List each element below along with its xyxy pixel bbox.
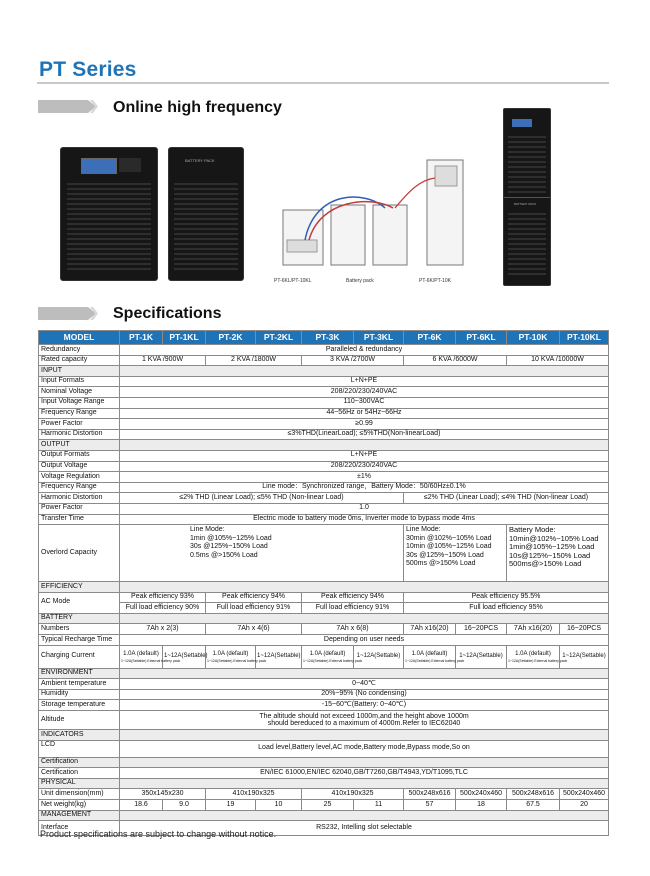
header-cell: PT-1K xyxy=(120,331,163,345)
row-value: 500x240x460 xyxy=(456,789,507,800)
altitude-line: should bereduced to a maximum of 4000m.Refer to IEC62040 xyxy=(267,720,461,728)
row-label: Rated capacity xyxy=(39,355,120,366)
table-row xyxy=(39,740,609,757)
row-value: Full load efficiency 90% xyxy=(120,603,206,614)
overload-line: 30s @125%~150% Load xyxy=(190,543,268,551)
row-value: RS232, Intelling slot selectable xyxy=(120,821,609,836)
row-value: ≤2% THD (Linear Load); ≤5% THD (Non-linear Load) xyxy=(120,493,404,504)
ups-stack-image xyxy=(503,108,551,286)
category-row xyxy=(39,440,609,451)
overload-line: 500ms@>150% Load xyxy=(509,559,582,569)
row-value: 7Ah x16(20) xyxy=(404,624,456,635)
row-value: 16~20PCS xyxy=(560,624,609,635)
row-value: Full load efficiency 91% xyxy=(206,603,302,614)
row-value: 7Ah x 4(6) xyxy=(206,624,302,635)
row-value: 6 KVA /6000W xyxy=(404,355,507,366)
category-row xyxy=(39,730,609,741)
category-title: MANAGEMENT xyxy=(39,810,120,821)
altitude-line: The altitude should not exceed 1000m,and the height above 1000m xyxy=(259,712,469,720)
row-label: Net weight(kg) xyxy=(39,800,120,811)
specs-title: Specifications xyxy=(113,305,222,322)
row-value: ±1% xyxy=(120,472,609,483)
header-cell: PT-6KL xyxy=(456,331,507,345)
overload-battery-mode xyxy=(507,525,609,582)
row-label: Redundancy xyxy=(39,345,120,356)
row-label: AC Mode xyxy=(39,592,120,613)
charging-sub: 1~12A(Settable) External battery pack xyxy=(121,658,181,663)
row-label: Voltage Regulation xyxy=(39,472,120,483)
row-label: Interface xyxy=(39,821,120,836)
header-cell: PT-10KL xyxy=(560,331,609,345)
category-title: INDICATORS xyxy=(39,730,120,741)
row-value: 18.6 xyxy=(120,800,163,811)
category-title: INPUT xyxy=(39,366,120,377)
row-value: 18 xyxy=(456,800,507,811)
row-value xyxy=(120,711,609,730)
footnote: Product specifications are subject to change without notice. xyxy=(40,829,277,839)
caption-1: PT-6KL/PT-10KL xyxy=(274,278,312,284)
category-title: OUTPUT xyxy=(39,440,120,451)
row-value: 500x240x460 xyxy=(560,789,609,800)
row-value xyxy=(206,645,267,668)
table-row xyxy=(39,624,609,635)
row-value xyxy=(507,645,568,668)
caption-2: Battery pack xyxy=(346,278,374,284)
row-label: LCD xyxy=(39,740,120,757)
row-value: 25 xyxy=(302,800,354,811)
row-value: -15~60℃(Battery: 0~40℃) xyxy=(120,700,609,711)
row-label: Unit dimension(mm) xyxy=(39,789,120,800)
overload-line: Line Mode: xyxy=(406,526,441,534)
row-value xyxy=(302,645,363,668)
pack-label: BATTERY PACK xyxy=(514,202,537,206)
row-value: 500x248x616 xyxy=(507,789,560,800)
table-row xyxy=(39,355,609,366)
row-label: Typical Recharge Time xyxy=(39,635,120,646)
title-rule xyxy=(37,82,609,84)
category-row xyxy=(39,582,609,593)
overload-line: 1min @105%~125% Load xyxy=(190,534,272,542)
row-value: 1 KVA /900W xyxy=(120,355,206,366)
row-label: Overlord Capacity xyxy=(39,525,120,582)
spec-table xyxy=(38,330,609,836)
row-value: 20 xyxy=(560,800,609,811)
row-value: 16~20PCS xyxy=(456,624,507,635)
table-row xyxy=(39,408,609,419)
table-row xyxy=(39,472,609,483)
overload-line-mode-small xyxy=(120,525,404,582)
overload-line: 30s @125%~150% Load xyxy=(406,551,484,559)
table-row xyxy=(39,711,609,730)
row-value: 9.0 xyxy=(163,800,206,811)
charging-sub: 1~12A(Settable) External battery pack xyxy=(303,658,363,663)
overload-line: 500ms @>150% Load xyxy=(406,560,476,568)
category-row xyxy=(39,757,609,768)
category-row xyxy=(39,668,609,679)
charging-default: 1.0A (default) xyxy=(515,651,551,658)
row-value: 44~56Hz or 54Hz~66Hz xyxy=(120,408,609,419)
row-label: Frequency Range xyxy=(39,482,120,493)
row-value: 10 KVA /10000W xyxy=(507,355,609,366)
charging-sub: 1~12A(Settable) External battery pack xyxy=(405,658,465,663)
row-value: 500x248x616 xyxy=(404,789,456,800)
header-cell: PT-1KL xyxy=(163,331,206,345)
table-row xyxy=(39,387,609,398)
header-cell: PT-2K xyxy=(206,331,256,345)
row-value: ≥0.99 xyxy=(120,419,609,430)
row-label: Numbers xyxy=(39,624,120,635)
category-row xyxy=(39,778,609,789)
series-title: PT Series xyxy=(39,58,137,81)
row-value: 1~12A(Settable) xyxy=(560,645,609,668)
charging-default: 1.0A (default) xyxy=(212,651,249,658)
row-label: Harmonic Distortion xyxy=(39,429,120,440)
table-row xyxy=(39,503,609,514)
row-value: 410x190x325 xyxy=(302,789,404,800)
row-value: 67.5 xyxy=(507,800,560,811)
row-value: ≤3%THD(LinearLoad); ≤5%THD(Non-linearLoad) xyxy=(120,429,609,440)
row-value: Peak efficiency 94% xyxy=(302,592,404,603)
row-value: 7Ah x 2(3) xyxy=(120,624,206,635)
row-label: Nominal Voltage xyxy=(39,387,120,398)
row-value: 1.0 xyxy=(120,503,609,514)
table-row xyxy=(39,592,609,603)
overload-line: 10s@125%~150% Load xyxy=(509,550,591,560)
category-title: ENVIRONMENT xyxy=(39,668,120,679)
table-row xyxy=(39,768,609,779)
row-value xyxy=(120,645,181,668)
table-row xyxy=(39,493,609,504)
row-value: Peak efficiency 94% xyxy=(206,592,302,603)
row-value: L+N+PE xyxy=(120,450,609,461)
charging-default: 1.0A (default) xyxy=(123,651,159,658)
overload-line: 30min @102%~105% Load xyxy=(406,534,492,542)
row-label: Humidity xyxy=(39,689,120,700)
category-row xyxy=(39,613,609,624)
row-label: Altitude xyxy=(39,711,120,730)
row-value: EN/IEC 61000,EN/IEC 62040,GB/T7260,GB/T4943,YD/T1095,TLC xyxy=(120,768,609,779)
row-label: Power Factor xyxy=(39,419,120,430)
front-label: BATTERY PACK xyxy=(185,158,215,163)
row-value: 10 xyxy=(256,800,302,811)
row-label: Input Voltage Range xyxy=(39,397,120,408)
row-value: 11 xyxy=(354,800,404,811)
row-value: Full load efficiency 95% xyxy=(404,603,609,614)
category-title: EFFICIENCY xyxy=(39,582,120,593)
table-row xyxy=(39,689,609,700)
charging-default: 1.0A (default) xyxy=(309,651,346,658)
row-value: Peak efficiency 95.5% xyxy=(404,592,609,603)
row-value: 208/220/230/240VAC xyxy=(120,461,609,472)
charging-sub: 1~12A(Settable) External battery pack xyxy=(508,658,568,663)
category-title: BATTERY xyxy=(39,613,120,624)
overload-line-mode-large xyxy=(404,525,507,582)
section-arrow-icon xyxy=(38,100,98,113)
table-row xyxy=(39,429,609,440)
table-row xyxy=(39,700,609,711)
section-arrow-icon xyxy=(38,307,98,320)
row-label: Output Formats xyxy=(39,450,120,461)
row-label: Input Formats xyxy=(39,376,120,387)
row-value: Electric mode to battery mode 0ms, Inverter mode to bypass mode 4ms xyxy=(120,514,609,525)
table-row xyxy=(39,603,609,614)
row-label: Power Factor xyxy=(39,503,120,514)
table-row xyxy=(39,514,609,525)
row-value: 57 xyxy=(404,800,456,811)
caption-3: PT-6K/PT-10K xyxy=(419,278,451,284)
row-label: Charging Current xyxy=(39,645,120,668)
category-row xyxy=(39,366,609,377)
row-label: Certification xyxy=(39,768,120,779)
charging-default: 1.0A (default) xyxy=(411,651,448,658)
overload-line: 1min@105%~125% Load xyxy=(509,542,595,552)
row-value: 2 KVA /1800W xyxy=(206,355,302,366)
overload-line: Line Mode: xyxy=(190,526,225,534)
row-value: 7Ah x 6(8) xyxy=(302,624,404,635)
row-label: Frequency Range xyxy=(39,408,120,419)
header-cell: PT-2KL xyxy=(256,331,302,345)
table-row xyxy=(39,525,609,582)
row-value: 19 xyxy=(206,800,256,811)
header-cell: PT-3KL xyxy=(354,331,404,345)
header-cell: PT-10K xyxy=(507,331,560,345)
row-value xyxy=(404,645,465,668)
table-row xyxy=(39,679,609,690)
header-cell: PT-6K xyxy=(404,331,456,345)
overload-line: 0.5ms @>150% Load xyxy=(190,551,258,559)
rear-connection-diagram xyxy=(275,150,470,275)
table-row xyxy=(39,345,609,356)
row-value: 410x190x325 xyxy=(206,789,302,800)
row-value: 208/220/230/240VAC xyxy=(120,387,609,398)
row-value: Full load efficiency 91% xyxy=(302,603,404,614)
row-value: 1~12A(Settable) xyxy=(456,645,507,668)
table-row xyxy=(39,461,609,472)
overload-line: Battery Mode: xyxy=(509,525,556,535)
category-row xyxy=(39,810,609,821)
table-row xyxy=(39,789,609,800)
overload-line: 10min @105%~125% Load xyxy=(406,543,492,551)
header-cell: MODEL xyxy=(39,331,120,345)
online-title: Online high frequency xyxy=(113,99,282,116)
row-value: L+N+PE xyxy=(120,376,609,387)
row-value: 1~12A(Settable) xyxy=(256,645,302,668)
overload-line: 10min@102%~105% Load xyxy=(509,533,599,543)
table-row xyxy=(39,645,609,668)
row-value: 1~12A(Settable) xyxy=(163,645,206,668)
row-value: Line mode：Synchronized range，Battery Mode：50/60Hz±0.1% xyxy=(120,482,609,493)
row-value: Depending on user needs xyxy=(120,635,609,646)
header-cell: PT-3K xyxy=(302,331,354,345)
row-label: Storage temperature xyxy=(39,700,120,711)
table-row xyxy=(39,800,609,811)
table-header-row xyxy=(39,331,609,345)
row-value: 7Ah x16(20) xyxy=(507,624,560,635)
row-label: Output Voltage xyxy=(39,461,120,472)
table-row xyxy=(39,635,609,646)
table-row xyxy=(39,397,609,408)
row-value: ≤2% THD (Linear Load); ≤4% THD (Non-linear Load) xyxy=(404,493,609,504)
row-value: 1~12A(Settable) xyxy=(354,645,404,668)
table-row xyxy=(39,482,609,493)
row-label: Transfer Time xyxy=(39,514,120,525)
row-value: 3 KVA /2700W xyxy=(302,355,404,366)
category-title: Certification xyxy=(39,757,120,768)
row-value: 0~40℃ xyxy=(120,679,609,690)
table-row xyxy=(39,419,609,430)
charging-sub: 1~12A(Settable) External battery pack xyxy=(207,658,267,663)
row-value: 110~300VAC xyxy=(120,397,609,408)
row-value: Peak efficiency 93% xyxy=(120,592,206,603)
row-value: Paralleled & redundancy xyxy=(120,345,609,356)
battery-pack-tower-image xyxy=(168,147,244,281)
row-value: Load level,Battery level,AC mode,Battery mode,Bypass mode,So on xyxy=(120,740,609,757)
category-title: PHYSICAL xyxy=(39,778,120,789)
table-row xyxy=(39,450,609,461)
table-row xyxy=(39,376,609,387)
row-label: Ambient temperature xyxy=(39,679,120,690)
ups-tower-image xyxy=(60,147,158,281)
row-value: 20%~95% (No condensing) xyxy=(120,689,609,700)
row-label: Harmonic Distortion xyxy=(39,493,120,504)
row-value: 350x145x230 xyxy=(120,789,206,800)
